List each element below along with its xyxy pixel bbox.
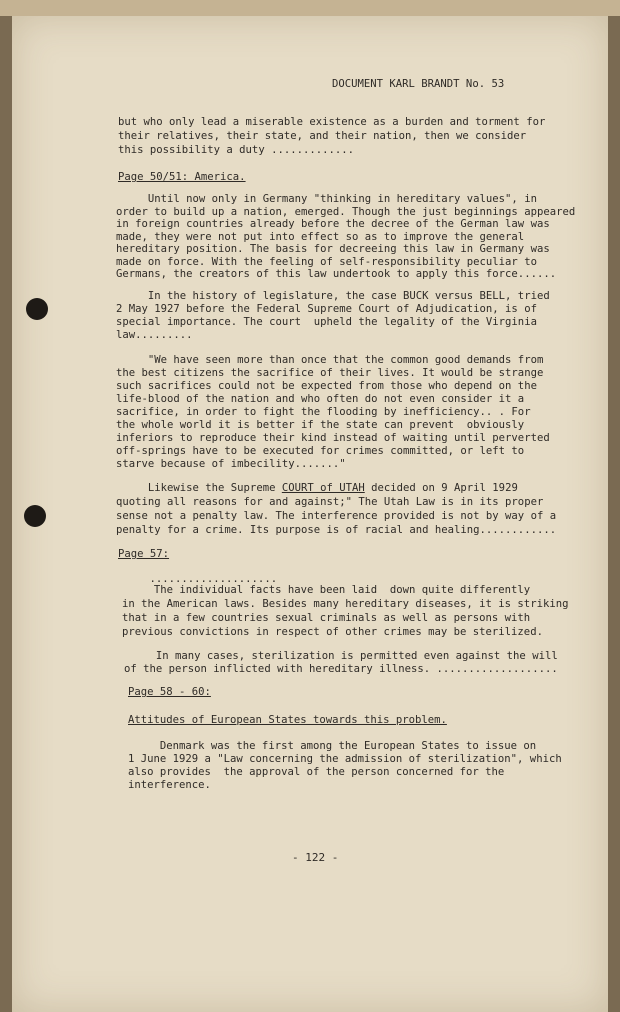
text-line: Denmark was the first among the European States to issue on <box>128 740 537 752</box>
text-line: The individual facts have been laid down quite differently <box>122 584 531 596</box>
page-number: - 122 - <box>292 851 339 864</box>
text-line: the whole world it is better if the state can prevent obviously <box>116 419 525 431</box>
text-line: that in a few countries sexual criminals as well as persons with <box>122 612 531 624</box>
text-line: of the person inflicted with hereditary illness. ................... <box>124 663 558 675</box>
text-span: decided on 9 April 1929 <box>364 482 518 494</box>
text-line: starve because of imbecility......." <box>116 458 346 470</box>
text-line: but who only lead a miserable existence as a burden and torment for <box>118 116 546 128</box>
text-line: interference. <box>128 779 211 791</box>
text-line: penalty for a crime. Its purpose is of racial and healing............ <box>116 524 557 536</box>
text-line: made, they were not put into effect so as to improve the general <box>116 230 525 243</box>
text-span: Likewise the Supreme <box>116 482 282 494</box>
section-heading-page-57: Page 57: <box>118 548 170 560</box>
text-line: sacrifice, in order to fight the flooding by inefficiency.. . For <box>116 406 531 418</box>
text-line: Germans, the creators of this law undertook to apply this force...... <box>116 268 557 280</box>
text-line: order to build up a nation, emerged. Though the just beginnings appeared <box>116 205 576 218</box>
text-line: 2 May 1927 before the Federal Supreme Court of Adjudication, is of <box>116 303 537 315</box>
text-line: in the American laws. Besides many hereditary diseases, it is striking <box>122 598 569 610</box>
text-line: the best citizens the sacrifice of their lives. It would be strange <box>116 367 544 379</box>
text-line: sense not a penalty law. The interference provided is not by way of a <box>116 510 557 522</box>
text-line: previous convictions in respect of other crimes may be sterilized. <box>122 626 543 638</box>
section-heading-america: Page 50/51: America. <box>118 171 246 183</box>
document-header: DOCUMENT KARL BRANDT No. 53 <box>332 78 505 90</box>
text-line: In the history of legislature, the case BUCK versus BELL, tried <box>116 290 550 302</box>
text-line: In many cases, sterilization is permitted even against the will <box>124 650 558 662</box>
text-line: off-springs have to be executed for crimes committed, or left to <box>116 445 525 457</box>
text-line: law......... <box>116 329 193 341</box>
text-line: their relatives, their state, and their nation, then we consider <box>118 130 527 142</box>
text-line: quoting all reasons for and against;" The Utah Law is in its proper <box>116 496 544 508</box>
text-line: Until now only in Germany "thinking in hereditary values", in <box>116 193 537 205</box>
court-of-utah-underlined: COURT of UTAH <box>281 482 365 494</box>
text-line: "We have seen more than once that the common good demands from <box>116 354 544 366</box>
text-line: hereditary position. The basis for decreeing this law in Germany was <box>116 243 550 255</box>
section-heading-page-58-60: Page 58 - 60: <box>128 686 211 698</box>
text-line: such sacrifices could not be expected from those who depend on the <box>116 380 537 392</box>
text-line <box>116 482 518 496</box>
text-line: inferiors to reproduce their kind instead of waiting until perverted <box>116 432 550 444</box>
section-subheading-european-states: Attitudes of European States towards this problem. <box>128 714 447 726</box>
text-line: made on force. With the feeling of self-responsibility peculiar to <box>116 255 537 268</box>
ellipsis-line: .................... <box>124 573 278 585</box>
text-line: special importance. The court upheld the legality of the Virginia <box>116 316 537 328</box>
text-line: 1 June 1929 a "Law concerning the admission of sterilization", which <box>128 753 562 765</box>
text-line: this possibility a duty ............. <box>118 144 354 156</box>
text-line: in foreign countries already before the decree of the German law was <box>116 218 550 230</box>
text-line: also provides the approval of the person concerned for the <box>128 766 505 778</box>
text-line: life-blood of the nation and who often do not even consider it a <box>116 393 525 405</box>
